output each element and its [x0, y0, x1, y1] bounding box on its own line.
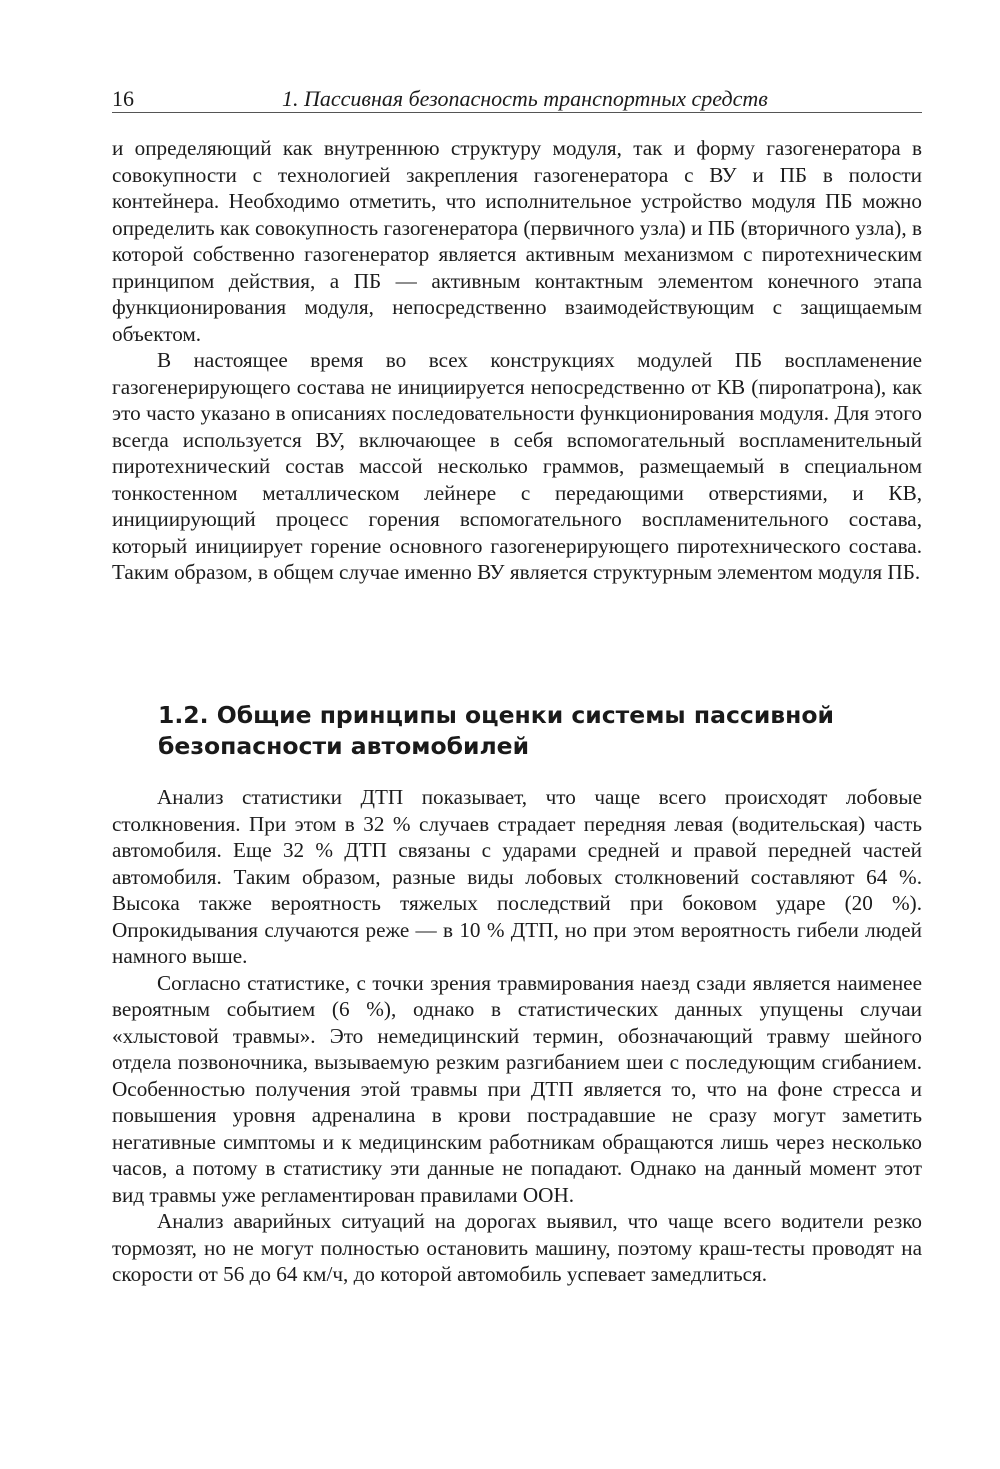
section-heading-line-2: безопасности автомобилей [158, 732, 530, 760]
running-title: 1. Пассивная безопасность транспортных средств [282, 86, 768, 111]
paragraph: Анализ аварийных ситуаций на дорогах выявил, что чаще всего водители резко тормозят, но не могут полностью остановить машину, поэтому краш-тесты проводят на скорости от 56 до 64 км/ч, до которой автомобиль успевает замедлиться. [112, 1209, 922, 1286]
running-header [112, 86, 922, 113]
page-number: 16 [112, 86, 134, 111]
section-body [112, 784, 922, 1288]
section-heading [158, 700, 878, 762]
paragraph: Анализ статистики ДТП показывает, что чаще всего происходят лобовые столкновения. При этом в 32 % случаев страдает передняя левая (водительская) часть автомобиля. Еще 32 % ДТП связаны с ударами средней и правой передней частей автомобиля. Таким образом, разные виды лобовых столкновений составляют 64 %. Высока также вероятность тяжелых последствий при боковом ударе (20 %). Опрокидывания случаются реже — в 10 % ДТП, но при этом вероятность гибели людей намного выше. [112, 785, 922, 968]
section-heading-line-1: 1.2. Общие принципы оценки системы пассивной [158, 701, 835, 729]
text-block-continuation [112, 135, 922, 586]
paragraph-continued: и определяющий как внутреннюю структуру модуля, так и форму газогенератора в совокупности с технологией закрепления газогенератора с ВУ и ПБ в полости контейнера. Необходимо отметить, что исполнительное устройство модуля ПБ можно определить как совокупность газогенератора (первичного узла) и ПБ (вторичного узла), в которой собственно газогенератор является активным механизмом с пиротехническим принципом действия, а ПБ — активным контактным элементом конечного этапа функционирования модуля, непосредственно взаимодействующим с защищаемым объектом. [112, 136, 922, 346]
paragraph: В настоящее время во всех конструкциях модулей ПБ воспламенение газогенерирующего состава не инициируется непосредственно от КВ (пиропатрона), как это часто указано в описаниях последовательности функционирования модуля. Для этого всегда используется ВУ, включающее в себя вспомогательный воспламенительный пиротехнический состав массой несколько граммов, размещаемый в специальном тонкостенном металлическом лейнере с передающими отверстиями, и КВ, инициирующий процесс горения вспомогательного воспламенительного состава, который инициирует горение основного газогенерирующего пиротехнического состава. Таким образом, в общем случае именно ВУ является структурным элементом модуля ПБ. [112, 348, 922, 584]
paragraph: Согласно статистике, с точки зрения травмирования наезд сзади является наименее вероятным событием (6 %), однако в статистических данных упущены случаи «хлыстовой травмы». Это немедицинский термин, обозначающий травму шейного отдела позвоночника, вызываемую резким разгибанием шеи с последующим сгибанием. Особенностью получения этой травмы при ДТП является то, что на фоне стресса и повышения уровня адреналина в крови пострадавшие не сразу могут заметить негативные симптомы и к медицинским работникам обращаются лишь через несколько часов, а потому в статистику эти данные не попадают. Однако на данный момент этот вид травмы уже регламентирован правилами ООН. [112, 970, 922, 1207]
